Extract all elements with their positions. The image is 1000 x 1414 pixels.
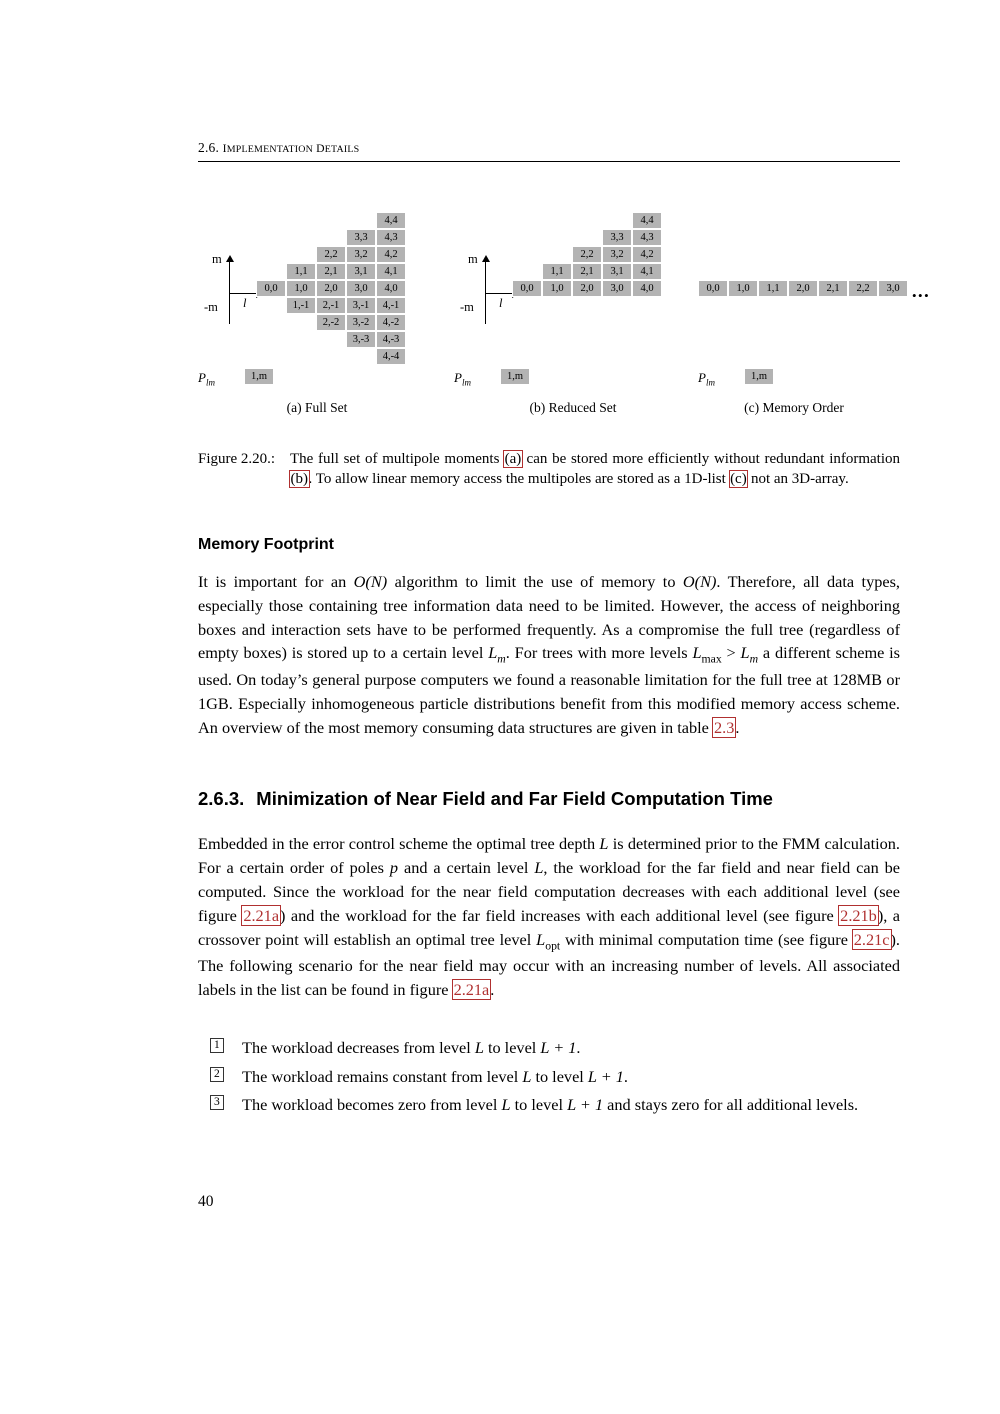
paragraph-memory-footprint	[198, 570, 900, 740]
sec-part4: , the workload for the far field and near field can be computed. Since the workload for the near field computation decreases with each additional level (see figure	[198, 857, 901, 925]
figure-panel-b	[454, 204, 692, 415]
section-title: Minimization of Near Field and Far Field Computation Time	[256, 787, 773, 809]
list-item	[198, 1036, 900, 1060]
panel-b-grid	[454, 204, 692, 374]
mf-complexity-1: O(N)	[353, 571, 388, 591]
mf-Lm2-sub: m	[749, 652, 759, 666]
panel-c-cell: 1,1	[758, 280, 788, 297]
panel-b-l-axis	[485, 293, 513, 294]
panel-c-cell: 2,0	[788, 280, 818, 297]
panel-a-cell: 4,-2	[376, 314, 406, 331]
panel-a-cell: 2,2	[316, 246, 346, 263]
panel-b-plm-label: $P_{lm}$	[454, 370, 471, 388]
panel-a-axis-label-l: l	[243, 296, 247, 310]
panel-c-cell: 2,1	[818, 280, 848, 297]
table-ref-2-3[interactable]: 2.3	[713, 717, 735, 737]
panel-b-cell: 4,1	[632, 263, 662, 280]
figure-ref-2-21a-2[interactable]: 2.21a	[453, 980, 490, 1000]
list-item-number: 3	[210, 1095, 224, 1110]
list-item-number: 1	[210, 1038, 224, 1053]
panel-a-cell: 4,-4	[376, 348, 406, 365]
running-head-title: IMPLEMENTATION DETAILS	[222, 142, 360, 155]
figure-ref-2-21b[interactable]: 2.21b	[840, 905, 877, 925]
list-item-text-b: to level	[483, 1038, 541, 1057]
panel-a-cell: 2,1	[316, 263, 346, 280]
panel-c-caption: (c) Memory Order	[744, 400, 844, 415]
figure-ref-b[interactable]: (b)	[290, 470, 308, 487]
paragraph-section-2-6-3	[198, 832, 900, 1002]
panel-c-plm-label: $P_{lm}$	[698, 370, 715, 388]
mf-gt: >	[721, 643, 741, 663]
panel-a-cell: 2,-1	[316, 297, 346, 314]
list-item	[198, 1093, 900, 1117]
list-item-level-from: L	[501, 1095, 511, 1115]
running-head-number: 2.6.	[198, 140, 220, 155]
panel-b-cell: 3,3	[602, 229, 632, 246]
panel-c-cell: 2,2	[848, 280, 878, 297]
panel-b-cell: 4,0	[632, 280, 662, 297]
panel-a-cell: 2,0	[316, 280, 346, 297]
panel-a-cell: 4,2	[376, 246, 406, 263]
list-item-text-a: The workload remains constant from level	[242, 1066, 523, 1086]
panel-b-caption: (b) Reduced Set	[529, 400, 617, 415]
sec-L1: L	[599, 833, 609, 853]
figure-caption-body	[290, 450, 900, 490]
panel-b-plm-chip: 1,m	[500, 368, 530, 385]
figure-panel-a	[198, 204, 436, 415]
sec-p: p	[389, 857, 399, 877]
list-item	[198, 1065, 900, 1089]
panel-a-cell: 4,-3	[376, 331, 406, 348]
figure-ref-c[interactable]: (c)	[730, 470, 747, 487]
figure-caption-part3: . To allow linear memory access the multipoles are stored as a 1D-list	[308, 470, 726, 487]
panel-a-m-arrowhead-icon	[226, 255, 234, 262]
panel-c-grid	[688, 204, 931, 374]
list-item-level-from: L	[522, 1066, 532, 1086]
figure-caption-part2: can be stored more efficiently without redundant information	[526, 451, 901, 467]
figure-ref-a[interactable]: (a)	[504, 451, 522, 467]
panel-a-cell: 1,1	[286, 263, 316, 280]
mf-part5: a different scheme is used. On today’s general purpose computers we found a reasonable limitation for the full tree at 128MB or 1GB. Especially inhomogeneous particle distributions benefit from this modified memory access scheme. An overview of the most memory consuming data structures are given in table	[198, 643, 901, 737]
panel-b-cell: 1,0	[542, 280, 572, 297]
panel-a-cell: 3,1	[346, 263, 376, 280]
panel-b-cell: 0,0	[512, 280, 542, 297]
panel-a-cell: 1,-1	[286, 297, 316, 314]
panel-b-cell: 1,1	[542, 263, 572, 280]
list-item-number: 2	[210, 1067, 224, 1082]
mf-part4: . For trees with more levels	[505, 643, 693, 663]
list-item-text-a: The workload decreases from level	[242, 1038, 475, 1057]
sec-part9: .	[490, 980, 495, 1000]
panel-a-cell: 4,3	[376, 229, 406, 246]
panel-b-cell: 2,2	[572, 246, 602, 263]
mf-part3: . Therefore, all data types, especially those containing tree information data need to be limited. However, the access of neighboring boxes and interaction sets have to be performed frequently. As a compromise the full tree (regardless of empty boxes) is stored up to a certain level	[198, 571, 900, 663]
panel-c-plm-chip: 1,m	[744, 368, 774, 385]
panel-a-cell: 3,0	[346, 280, 376, 297]
list-item-text-c: and stays zero for all additional levels.	[603, 1095, 859, 1115]
sec-part3: and a certain level	[398, 857, 535, 877]
sec-part6: ), a crossover point will establish an optimal tree level	[198, 905, 900, 949]
panel-b-cell: 4,3	[632, 229, 662, 246]
panel-b-cell: 3,1	[602, 263, 632, 280]
mf-part2: algorithm to limit the use of memory to	[387, 571, 683, 591]
figure-panel-c	[688, 204, 931, 415]
list-item-level-from: L	[474, 1038, 484, 1057]
panel-a-plm-label: $P_{lm}$	[198, 370, 215, 388]
panel-b-axis-label-l: l	[499, 296, 503, 310]
panel-a-cell: 0,0	[256, 280, 286, 297]
panel-a-cell: 3,-2	[346, 314, 376, 331]
list-item-level-to: L + 1	[587, 1066, 624, 1086]
panel-c-cell: 3,0	[878, 280, 908, 297]
panel-a-cell: 3,-3	[346, 331, 376, 348]
panel-b-cell: 3,2	[602, 246, 632, 263]
panel-a-cell: 1,0	[286, 280, 316, 297]
mf-Lmax-sub: max	[701, 652, 722, 666]
page-content	[198, 140, 931, 1122]
panel-b-axis-label-m: m	[468, 252, 478, 266]
figure-ref-2-21c[interactable]: 2.21c	[853, 929, 890, 949]
figure-2-20	[198, 204, 931, 434]
panel-a-cell: 2,-2	[316, 314, 346, 331]
list-item-text-a: The workload becomes zero from level	[242, 1095, 502, 1115]
panel-a-caption: (a) Full Set	[286, 400, 348, 415]
running-head	[198, 140, 900, 162]
mf-Lm-sub: m	[497, 652, 506, 666]
panel-c-ellipsis: •••	[912, 288, 931, 303]
sec-L2: L	[534, 857, 544, 877]
panel-a-cell: 4,1	[376, 263, 406, 280]
panel-b-cell: 3,0	[602, 280, 632, 297]
panel-b-cell: 4,2	[632, 246, 662, 263]
figure-caption	[198, 450, 900, 490]
numbered-scenario-list	[198, 1036, 900, 1117]
figure-caption-part4: not an 3D-array.	[750, 470, 849, 487]
sec-part2: is determined prior to the FMM calculation. For a certain order of poles	[198, 833, 901, 877]
list-item-text-b: to level	[531, 1066, 588, 1086]
panel-a-cell: 3,3	[346, 229, 376, 246]
panel-a-l-axis	[229, 293, 257, 294]
panel-a-axis-label-minus-m: -m	[204, 300, 218, 314]
panel-a-plm-chip: 1,m	[244, 368, 274, 385]
panel-b-axis-label-minus-m: -m	[460, 300, 474, 314]
figure-caption-label: Figure 2.20.:	[198, 451, 276, 467]
panel-a-cell: 3,-1	[346, 297, 376, 314]
panel-b-cell: 2,1	[572, 263, 602, 280]
heading-memory-footprint: Memory Footprint	[198, 535, 334, 553]
sec-part5: ) and the workload for the far field increases with each additional level (see figure	[280, 905, 840, 925]
panel-a-grid	[198, 204, 436, 374]
mf-part6: .	[735, 717, 740, 737]
mf-Lm: L	[488, 643, 498, 663]
panel-c-cell: 1,0	[728, 280, 758, 297]
panel-b-m-arrowhead-icon	[482, 255, 490, 262]
panel-a-cell: 3,2	[346, 246, 376, 263]
list-item-text-c: .	[623, 1066, 628, 1086]
list-item-level-to: L + 1	[540, 1038, 577, 1057]
sec-part1: Embedded in the error control scheme the optimal tree depth	[198, 833, 600, 853]
figure-ref-2-21a[interactable]: 2.21a	[243, 905, 280, 925]
panel-b-cell: 4,4	[632, 212, 662, 229]
panel-c-cell: 0,0	[698, 280, 728, 297]
list-item-text-c: .	[576, 1038, 581, 1057]
mf-complexity-2: O(N)	[682, 571, 717, 591]
mf-Lm2: L	[740, 643, 750, 663]
page-number: 40	[198, 1193, 214, 1210]
panel-b-cell: 2,0	[572, 280, 602, 297]
panel-a-cell: 4,-1	[376, 297, 406, 314]
panel-a-axis-label-m: m	[212, 252, 222, 266]
sec-Lopt: L	[536, 929, 546, 949]
panel-a-cell: 4,0	[376, 280, 406, 297]
list-item-text-b: to level	[510, 1095, 568, 1115]
section-number: 2.6.3.	[198, 787, 245, 809]
sec-Lopt-sub: opt	[545, 938, 561, 952]
panel-a-cell: 4,4	[376, 212, 406, 229]
list-item-level-to: L + 1	[567, 1095, 604, 1115]
mf-Lmax: L	[692, 643, 702, 663]
mf-part1: It is important for an	[198, 571, 354, 591]
sec-part7: with minimal computation time (see figure	[560, 929, 853, 949]
heading-section-2-6-3	[198, 788, 900, 810]
figure-caption-part1: The full set of multipole moments	[290, 451, 500, 467]
sec-part8: ). The following scenario for the near field may occur with an increasing number of levels. All associated labels in the list can be found in figure	[198, 929, 900, 1000]
